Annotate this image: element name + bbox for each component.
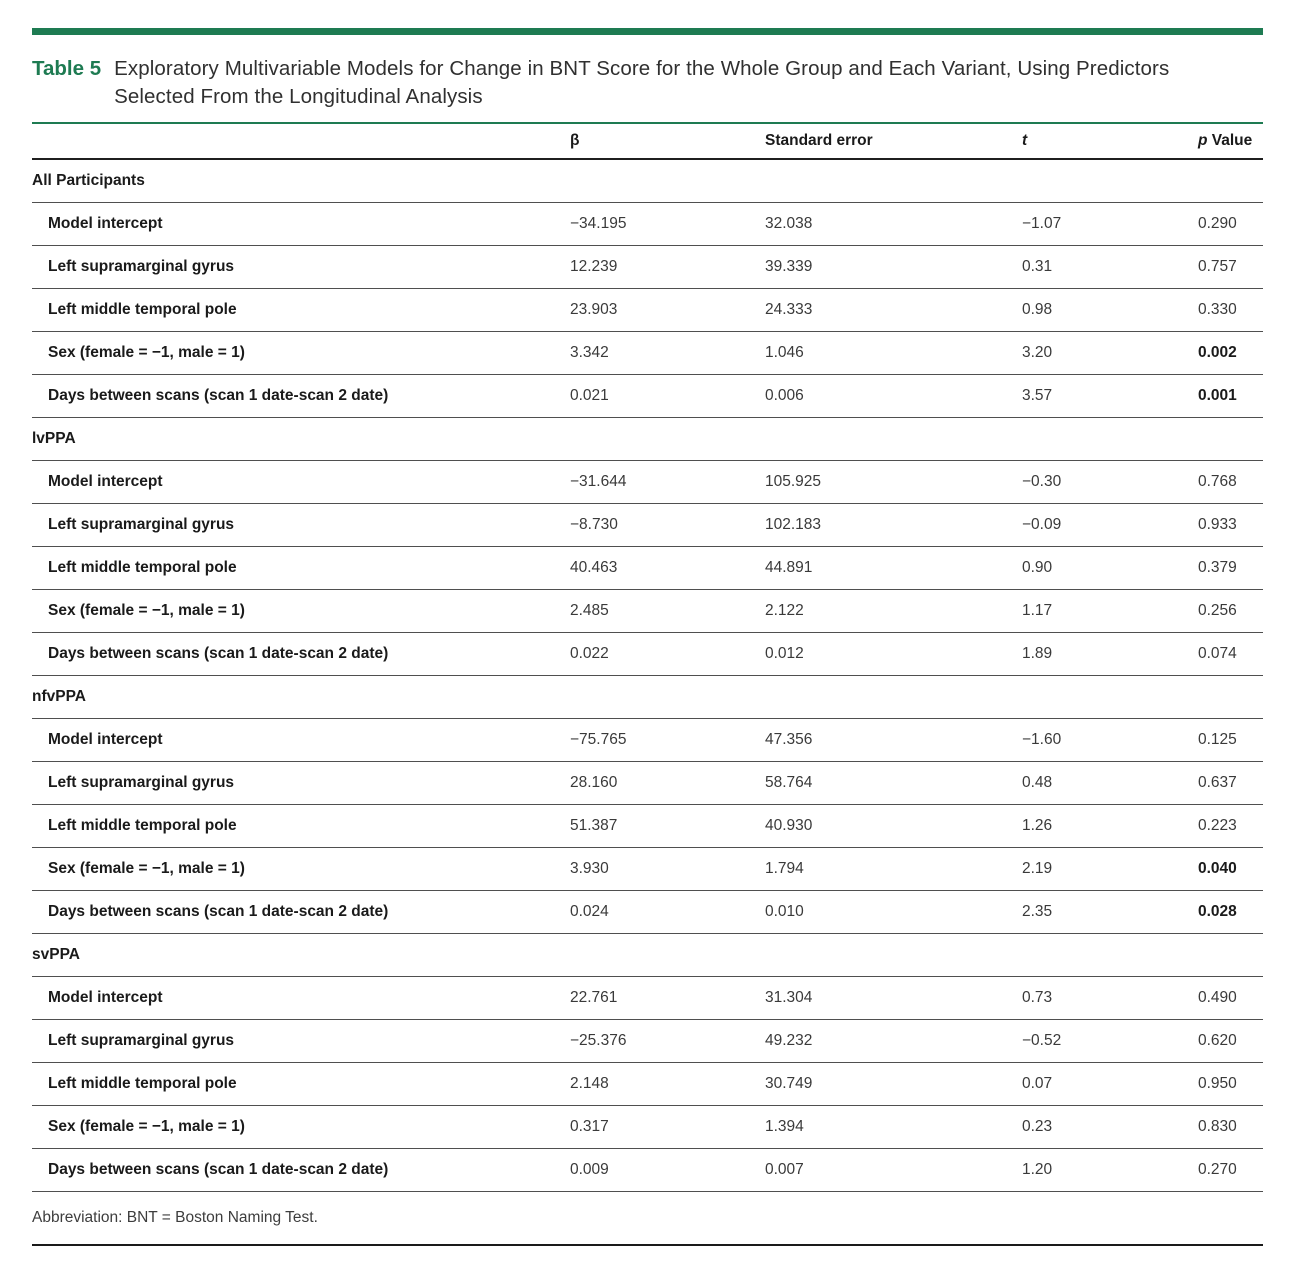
- table-row: [32, 848, 1263, 891]
- standard-error-value: 1.794: [765, 860, 804, 877]
- t-value: 3.57: [1022, 387, 1053, 404]
- p-value: 0.040: [1198, 860, 1237, 877]
- beta-value: 40.463: [570, 559, 618, 576]
- p-value: 0.620: [1198, 1032, 1237, 1049]
- table-row: [32, 1106, 1263, 1149]
- row-label: Left supramarginal gyrus: [48, 516, 235, 533]
- table-row: [32, 547, 1263, 590]
- beta-value: −34.195: [570, 215, 627, 232]
- standard-error-value: 0.007: [765, 1161, 804, 1178]
- table-row: [32, 590, 1263, 633]
- table-row: [32, 633, 1263, 676]
- section-name: lvPPA: [32, 430, 76, 447]
- p-value: 0.757: [1198, 258, 1237, 275]
- table-top-accent-bar: [32, 28, 1263, 35]
- row-label: Left middle temporal pole: [48, 301, 237, 318]
- row-label: Left supramarginal gyrus: [48, 258, 235, 275]
- section-header-row: [32, 676, 1263, 719]
- beta-value: −25.376: [570, 1032, 627, 1049]
- table-row: [32, 891, 1263, 934]
- table-row: [32, 1149, 1263, 1192]
- row-label: Left supramarginal gyrus: [48, 774, 235, 791]
- standard-error-value: 105.925: [765, 473, 822, 490]
- table-row: [32, 332, 1263, 375]
- row-label: Days between scans (scan 1 date-scan 2 date): [48, 1161, 389, 1178]
- section-name: svPPA: [32, 946, 80, 963]
- table-title-block: [32, 55, 1263, 111]
- table-row: [32, 246, 1263, 289]
- table-row: [32, 805, 1263, 848]
- p-value: 0.768: [1198, 473, 1237, 490]
- section-name: nfvPPA: [32, 688, 86, 705]
- t-value: 2.19: [1022, 860, 1053, 877]
- p-value: 0.002: [1198, 344, 1237, 361]
- beta-value: 3.930: [570, 860, 609, 877]
- table-row: [32, 1063, 1263, 1106]
- standard-error-value: 31.304: [765, 989, 813, 1006]
- t-value: −0.52: [1022, 1032, 1062, 1049]
- standard-error-value: 102.183: [765, 516, 822, 533]
- beta-value: 0.021: [570, 387, 609, 404]
- beta-value: 0.009: [570, 1161, 609, 1178]
- p-value: 0.270: [1198, 1161, 1237, 1178]
- standard-error-value: 39.339: [765, 258, 813, 275]
- p-value: 0.637: [1198, 774, 1237, 791]
- table-row: [32, 289, 1263, 332]
- row-label: Left middle temporal pole: [48, 559, 237, 576]
- beta-value: 0.024: [570, 903, 609, 920]
- table-title: Exploratory Multivariable Models for Change in BNT Score for the Whole Group and Each Variant, Using Predictors Selected From the Longitudinal Analysis: [114, 57, 1170, 108]
- row-label: Days between scans (scan 1 date-scan 2 date): [48, 645, 389, 662]
- standard-error-value: 24.333: [765, 301, 813, 318]
- t-value: 1.17: [1022, 602, 1053, 619]
- beta-value: 28.160: [570, 774, 618, 791]
- standard-error-value: 58.764: [765, 774, 813, 791]
- t-value: 1.26: [1022, 817, 1053, 834]
- p-value: 0.830: [1198, 1118, 1237, 1135]
- p-value: 0.330: [1198, 301, 1237, 318]
- header-p-symbol: p: [1198, 132, 1208, 149]
- data-table: [32, 122, 1263, 1192]
- beta-value: −31.644: [570, 473, 627, 490]
- table-row: [32, 719, 1263, 762]
- row-label: Sex (female = −1, male = 1): [48, 602, 245, 619]
- row-label: Model intercept: [48, 215, 163, 232]
- header-p-value-word: Value: [1207, 132, 1253, 149]
- beta-value: 0.317: [570, 1118, 609, 1135]
- row-label: Left middle temporal pole: [48, 1075, 237, 1092]
- p-value: 0.290: [1198, 215, 1237, 232]
- standard-error-value: 30.749: [765, 1075, 813, 1092]
- p-value: 0.950: [1198, 1075, 1237, 1092]
- t-value: 2.35: [1022, 903, 1053, 920]
- standard-error-value: 49.232: [765, 1032, 813, 1049]
- standard-error-value: 2.122: [765, 602, 804, 619]
- t-value: 0.07: [1022, 1075, 1053, 1092]
- t-value: 1.20: [1022, 1161, 1053, 1178]
- row-label: Model intercept: [48, 473, 163, 490]
- standard-error-value: 32.038: [765, 215, 813, 232]
- header-standard-error: Standard error: [765, 132, 873, 149]
- beta-value: −8.730: [570, 516, 618, 533]
- t-value: 1.89: [1022, 645, 1053, 662]
- section-header-row: [32, 934, 1263, 977]
- standard-error-value: 40.930: [765, 817, 813, 834]
- table-row: [32, 762, 1263, 805]
- beta-value: −75.765: [570, 731, 627, 748]
- table-row: [32, 1020, 1263, 1063]
- beta-value: 3.342: [570, 344, 609, 361]
- row-label: Model intercept: [48, 731, 163, 748]
- t-value: −0.30: [1022, 473, 1062, 490]
- row-label: Days between scans (scan 1 date-scan 2 date): [48, 387, 389, 404]
- p-value: 0.256: [1198, 602, 1237, 619]
- row-label: Sex (female = −1, male = 1): [48, 860, 245, 877]
- row-label: Model intercept: [48, 989, 163, 1006]
- section-header-row: [32, 418, 1263, 461]
- beta-value: 23.903: [570, 301, 618, 318]
- t-value: 0.90: [1022, 559, 1053, 576]
- section-name: All Participants: [32, 172, 145, 189]
- p-value: 0.074: [1198, 645, 1237, 662]
- row-label: Days between scans (scan 1 date-scan 2 date): [48, 903, 389, 920]
- t-value: −1.60: [1022, 731, 1062, 748]
- t-value: 0.31: [1022, 258, 1053, 275]
- standard-error-value: 1.394: [765, 1118, 804, 1135]
- t-value: −0.09: [1022, 516, 1062, 533]
- row-label: Left supramarginal gyrus: [48, 1032, 235, 1049]
- table-row: [32, 461, 1263, 504]
- beta-value: 51.387: [570, 817, 618, 834]
- standard-error-value: 0.010: [765, 903, 804, 920]
- beta-value: 0.022: [570, 645, 609, 662]
- table-row: [32, 504, 1263, 547]
- header-p-value: [1198, 132, 1263, 150]
- p-value: 0.490: [1198, 989, 1237, 1006]
- t-value: 0.23: [1022, 1118, 1053, 1135]
- standard-error-value: 1.046: [765, 344, 804, 361]
- t-value: 0.48: [1022, 774, 1053, 791]
- table-footnote: Abbreviation: BNT = Boston Naming Test.: [32, 1192, 1263, 1246]
- row-label: Sex (female = −1, male = 1): [48, 344, 245, 361]
- beta-value: 2.485: [570, 602, 609, 619]
- t-value: 0.98: [1022, 301, 1053, 318]
- header-beta: β: [570, 132, 580, 149]
- t-value: 3.20: [1022, 344, 1053, 361]
- table-row: [32, 203, 1263, 246]
- p-value: 0.223: [1198, 817, 1237, 834]
- section-header-row: [32, 160, 1263, 203]
- p-value: 0.933: [1198, 516, 1237, 533]
- row-label: Sex (female = −1, male = 1): [48, 1118, 245, 1135]
- row-label: Left middle temporal pole: [48, 817, 237, 834]
- beta-value: 2.148: [570, 1075, 609, 1092]
- p-value: 0.028: [1198, 903, 1237, 920]
- p-value: 0.125: [1198, 731, 1237, 748]
- t-value: 0.73: [1022, 989, 1053, 1006]
- t-value: −1.07: [1022, 215, 1062, 232]
- table-label: Table 5: [32, 57, 102, 80]
- p-value: 0.379: [1198, 559, 1237, 576]
- header-t: t: [1022, 132, 1028, 149]
- table-row: [32, 375, 1263, 418]
- table-header-row: [32, 122, 1263, 160]
- standard-error-value: 0.006: [765, 387, 804, 404]
- table-row: [32, 977, 1263, 1020]
- p-value: 0.001: [1198, 387, 1237, 404]
- table-body: [32, 160, 1263, 1192]
- beta-value: 22.761: [570, 989, 618, 1006]
- standard-error-value: 47.356: [765, 731, 813, 748]
- beta-value: 12.239: [570, 258, 618, 275]
- standard-error-value: 0.012: [765, 645, 804, 662]
- standard-error-value: 44.891: [765, 559, 813, 576]
